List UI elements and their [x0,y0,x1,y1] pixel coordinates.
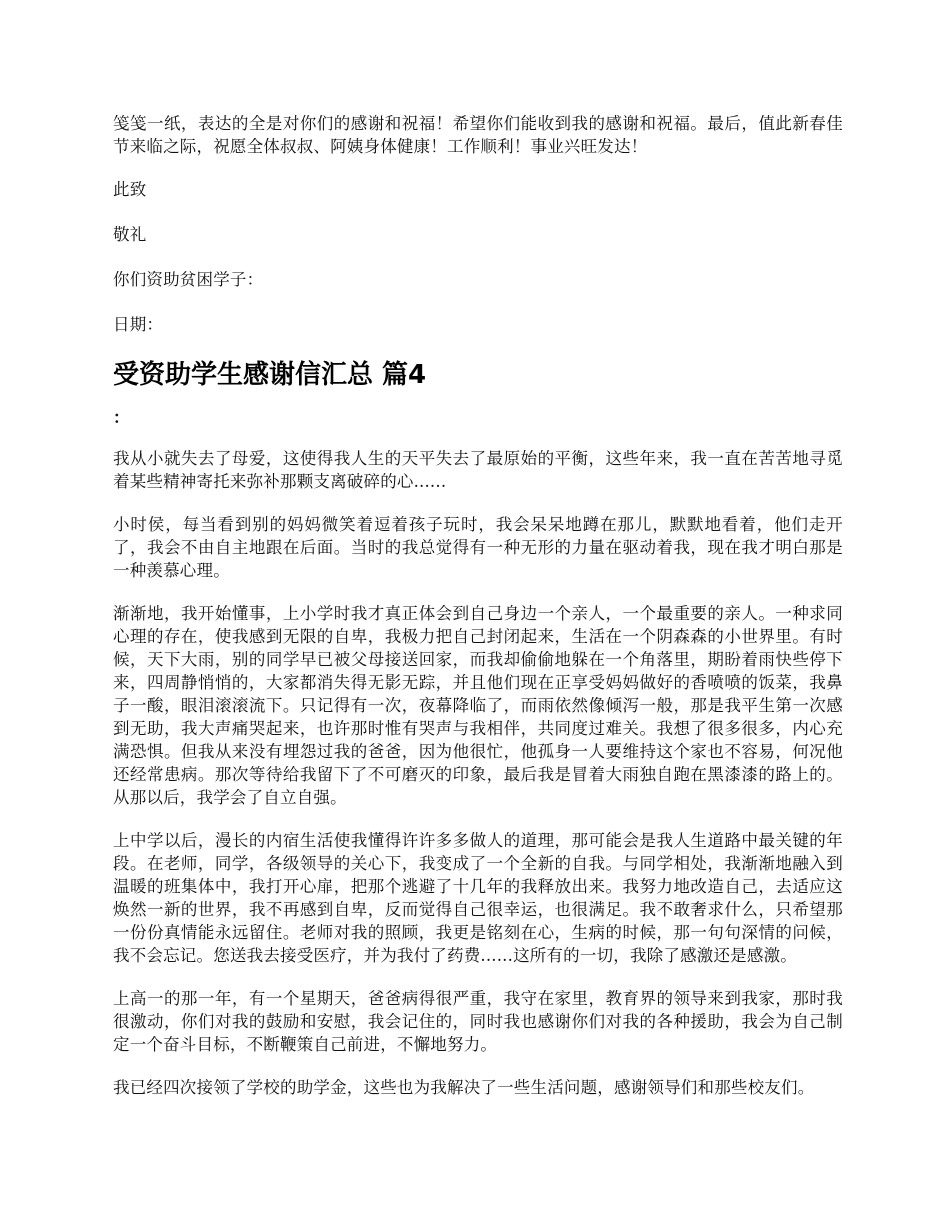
body-paragraph-4: 上中学以后，漫长的内宿生活使我懂得许许多多做人的道理，那可能会是我人生道路中最关键的年段。在老师，同学，各级领导的关心下，我变成了一个全新的自我。与同学相处，我渐渐地融入到温暖的班集体中，我打开心扉，把那个逃避了十几年的我释放出来。我努力地改造自己，去适应这焕然一新的世界，我不再感到自卑，反而觉得自己很幸运，也很满足。我不敢奢求什么，只希望那一份份真情能永远留住。老师对我的照顾，我更是铭刻在心，生病的时候，那一句句深情的问候，我不会忘记。您送我去接受医疗，并为我付了药费......这所有的一切，我除了感激还是感激。 [113,831,843,965]
body-paragraph-3: 渐渐地，我开始懂事，上小学时我才真正体会到自己身边一个亲人，一个最重要的亲人。一种求同心理的存在，使我感到无限的自卑，我极力把自己封闭起来，生活在一个阴森森的小世界里。有时候，天下大雨，别的同学早已被父母接送回家，而我却偷偷地躲在一个角落里，期盼着雨快些停下来，四周静悄悄的，大家都消失得无影无踪，并且他们现在正享受妈妈做好的香喷喷的饭菜，我鼻子一酸，眼泪滚滚流下。只记得有一次，夜幕降临了，而雨依然像倾泻一般，那是我平生第一次感到无助，我大声痛哭起来，也许那时惟有哭声与我相伴，共同度过难关。我想了很多很多，内心充满恐惧。但我从来没有埋怨过我的爸爸，因为他很忙，他孤身一人要维持这个家也不容易，何况他还经常患病。那次等待给我留下了不可磨灭的印象，最后我是冒着大雨独自跑在黑漆漆的路上的。从那以后，我学会了自立自强。 [113,604,843,807]
colon-line: ： [113,408,130,427]
date-line: 日期： [113,315,164,334]
salutation-cizhi: 此致 [113,180,147,199]
signature-line: 你们资助贫困学子： [113,270,264,289]
closing-paragraph: 笺笺一纸，表达的全是对你们的感谢和祝福！希望你们能收到我的感谢和祝福。最后，值此新春佳节来临之际，祝愿全体叔叔、阿姨身体健康！工作顺利！事业兴旺发达！ [113,114,843,156]
document-page [113,112,843,1119]
body-paragraph-2: 小时侯，每当看到别的妈妈微笑着逗着孩子玩时，我会呆呆地蹲在那儿，默默地看着，他们走开了，我会不由自主地跟在后面。当时的我总觉得有一种无形的力量在驱动着我，现在我才明白那是一种羡慕心理。 [113,515,843,580]
body-paragraph-1: 我从小就失去了母爱，这使得我人生的天平失去了最原始的平衡，这些年来，我一直在苦苦地寻觅着某些精神寄托来弥补那颗支离破碎的心...... [113,449,843,491]
body-paragraph-5: 上高一的那一年，有一个星期天，爸爸病得很严重，我守在家里，教育界的领导来到我家，那时我很激动，你们对我的鼓励和安慰，我会记住的，同时我也感谢你们对我的各种援助，我会为自己制定一个奋斗目标，不断鞭策自己前进，不懈地努力。 [113,989,843,1054]
section-heading: 受资助学生感谢信汇总 篇4 [113,360,427,390]
salutation-jingli: 敬礼 [113,225,147,244]
body-paragraph-6: 我已经四次接领了学校的助学金，这些也为我解决了一些生活问题，感谢领导们和那些校友们。 [113,1078,815,1097]
